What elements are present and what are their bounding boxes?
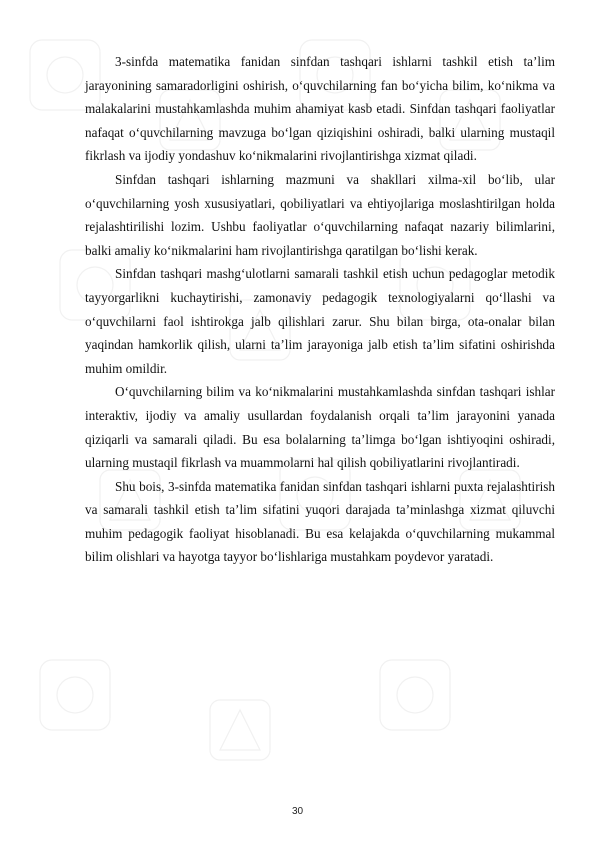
paragraph-4: O‘quvchilarning bilim va ko‘nikmalarini mustahkamlashda sinfdan tashqari ishlar interaktiv, ijodiy va amaliy usullardan foydalanish orqali ta’lim jarayonini yanada qiziqarli va samarali qiladi. Bu esa bolalarning ta’limga bo‘lgan ishtiyoqini oshiradi, ularning mustaqil fikrlash va muammolarni hal qilish qobiliyatlarini rivojlantiradi.: [85, 384, 555, 471]
paragraph-5: Shu bois, 3-sinfda matematika fanidan sinfdan tashqari ishlarni puxta rejalashtirish va samarali tashkil etish ta’lim sifatini yuqori darajada ta’minlashga xizmat qiluvchi muhim pedagogik faoliyat hisoblanadi. Bu esa kelajakda o‘quvchilarning mukammal bilim olishlari va hayotga tayyor bo‘lishlariga mustahkam poydevor yaratadi.: [85, 478, 555, 565]
watermark-shape-12: [210, 700, 270, 760]
paragraph-1: 3-sinfda matematika fanidan sinfdan tashqari ishlarni tashkil etish ta’lim jarayonining samaradorligini oshirish, o‘quvchilarning fan bo‘yicha bilim, ko‘nikma va malakalarini mustahkamlashda muhim ahamiyat kasb etadi. Sinfdan tashqari faoliyatlar nafaqat o‘quvchilarning mavzuga bo‘lgan qiziqishini oshiradi, balki ularning mustaqil fikrlash va ijodiy yondashuv ko‘nikmalarini rivojlantirishga xizmat qiladi.: [85, 54, 555, 164]
page-number: 30: [291, 806, 304, 817]
paragraph-3: Sinfdan tashqari mashg‘ulotlarni samarali tashkil etish uchun pedagoglar metodik tayyorgarlikni kuchaytirishi, zamonaviy pedagogik texnologiyalarni qo‘llashi va o‘quvchilarni faol ishtirokga jalb qilishlari zarur. Shu bilan birga, ota-onalar bilan yaqindan hamkorlik qilish, ularni ta’lim jarayoniga jalb etish ta’lim sifatini oshirishda muhim omildir.: [85, 266, 555, 376]
watermark-shape-13: [380, 660, 450, 730]
paragraph-2: Sinfdan tashqari ishlarning mazmuni va shakllari xilma-xil bo‘lib, ular o‘quvchilarning yosh xususiyatlari, qobiliyatlari va ehtiyojlariga moslashtirilgan holda rejalashtirilishi lozim. Ushbu faoliyatlar o‘quvchilarning nafaqat nazariy bilimlarini, balki amaliy ko‘nikmalarini ham rivojlantirishga qaratilgan bo‘lishi kerak.: [85, 171, 555, 258]
watermark-shape-11: [40, 660, 110, 730]
body-text: [85, 50, 555, 569]
